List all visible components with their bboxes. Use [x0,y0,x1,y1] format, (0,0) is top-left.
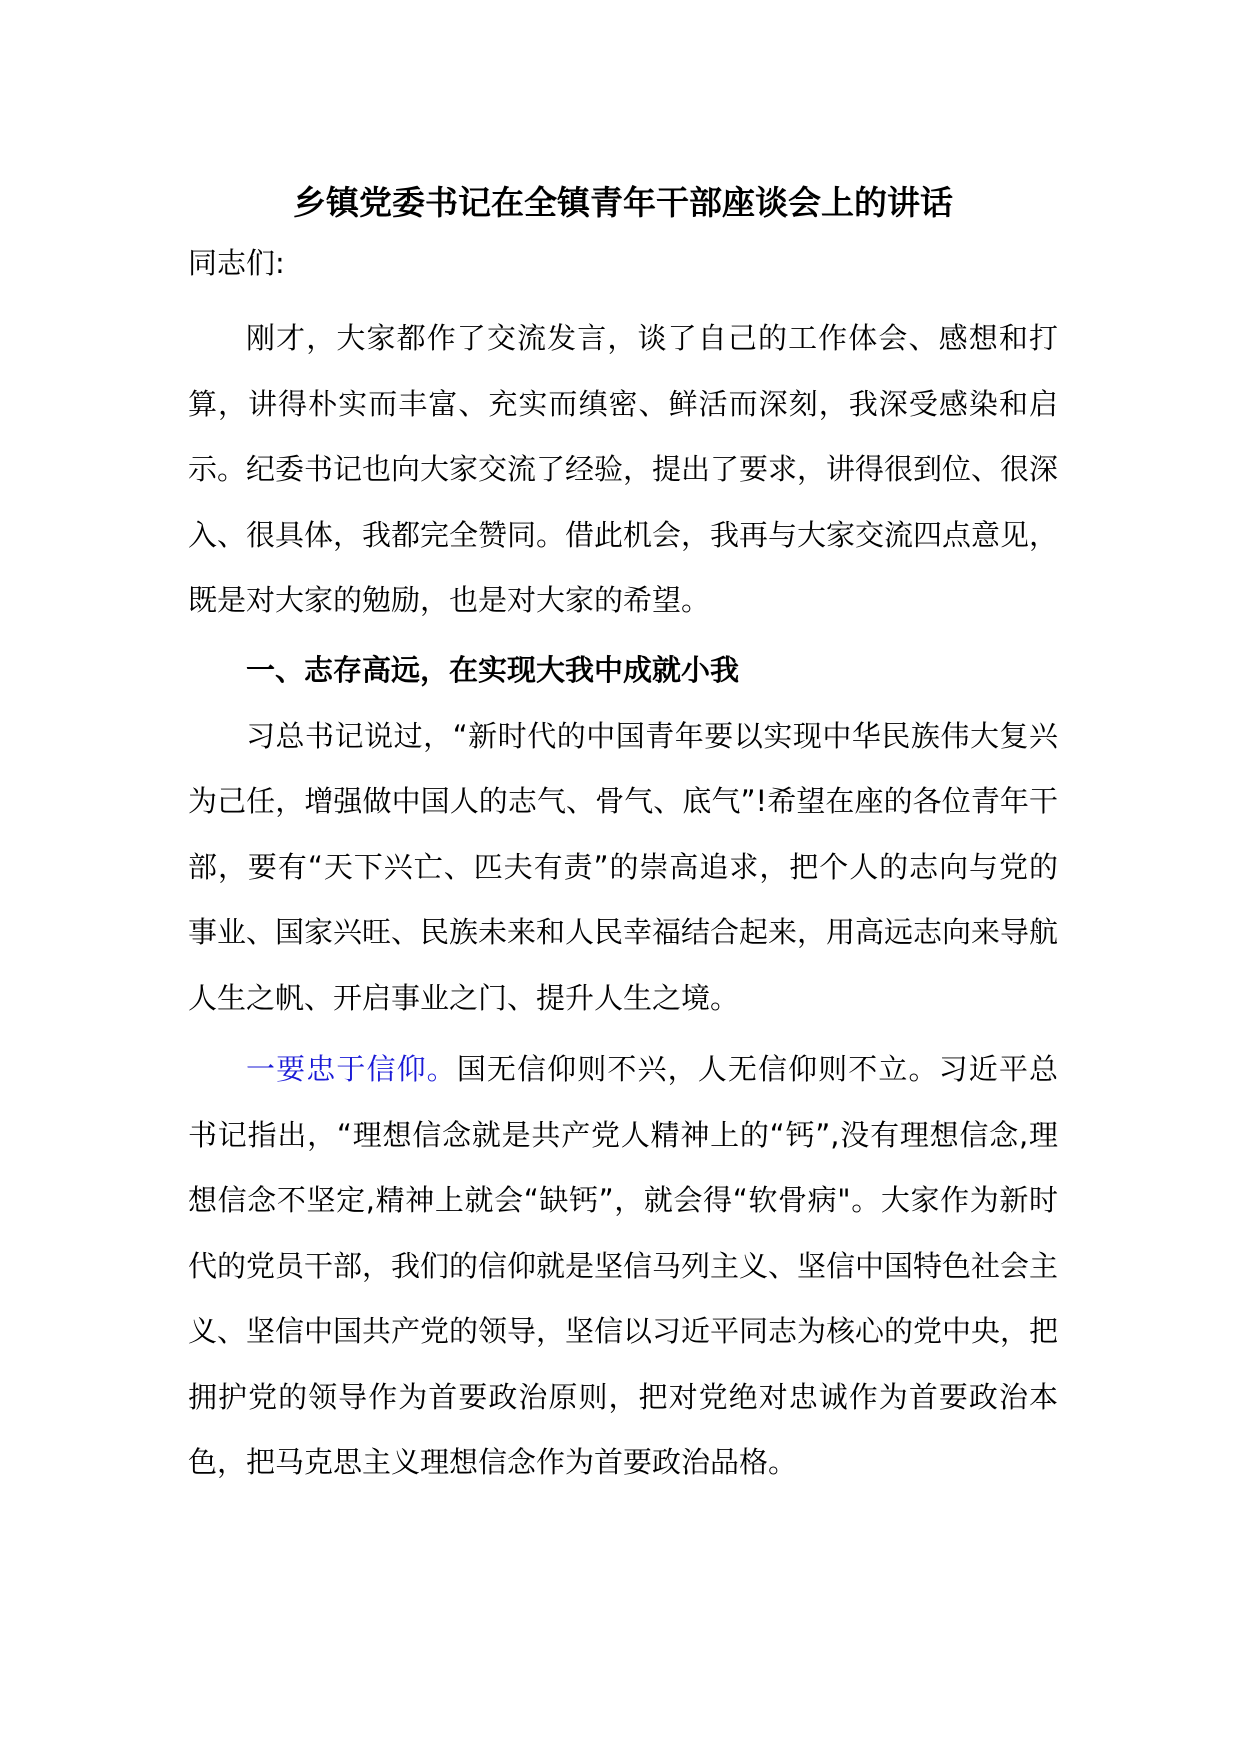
salutation: 同志们: [188,246,285,280]
section-1-paragraph-1: 习总书记说过，“新时代的中国青年要以实现中华民族伟大复兴为己任，增强做中国人的志气、骨气、底气”!希望在座的各位青年干部，要有“天下兴亡、匹夫有责”的崇高追求，把个人的志向与党的事业、国家兴旺、民族未来和人民幸福结合起来，用高远志向来导航人生之帆、开启事业之门、提升人生之境。 [188,718,1059,1015]
highlighted-lead-text: 一要忠于信仰。 [246,1052,457,1086]
intro-paragraph: 刚才，大家都作了交流发言，谈了自己的工作体会、感想和打算，讲得朴实而丰富、充实而缜密、鲜活而深刻，我深受感染和启示。纪委书记也向大家交流了经验，提出了要求，讲得很到位、很深入、很具体，我都完全赞同。借此机会，我再与大家交流四点意见，既是对大家的勉励，也是对大家的希望。 [188,321,1059,617]
document-page [188,180,1058,1502]
paragraph-body-text: 国无信仰则不兴，人无信仰则不立。习近平总书记指出，“理想信念就是共产党人精神上的“钙”,没有理想信念,理想信念不坚定,精神上就会“缺钙”，就会得“软骨病"。大家作为新时代的党员干部，我们的信仰就是坚信马列主义、坚信中国特色社会主义、坚信中国共产党的领导，坚信以习近平同志为核心的党中央，把拥护党的领导作为首要政治原则，把对党绝对忠诚作为首要政治本色，把马克思主义理想信念作为首要政治品格。 [188,1052,1059,1479]
section-1-paragraph-2 [188,1037,1058,1496]
document-title: 乡镇党委书记在全镇青年干部座谈会上的讲话 [293,183,953,222]
section-1-heading: 一、志存高远，在实现大我中成就小我 [246,652,740,687]
